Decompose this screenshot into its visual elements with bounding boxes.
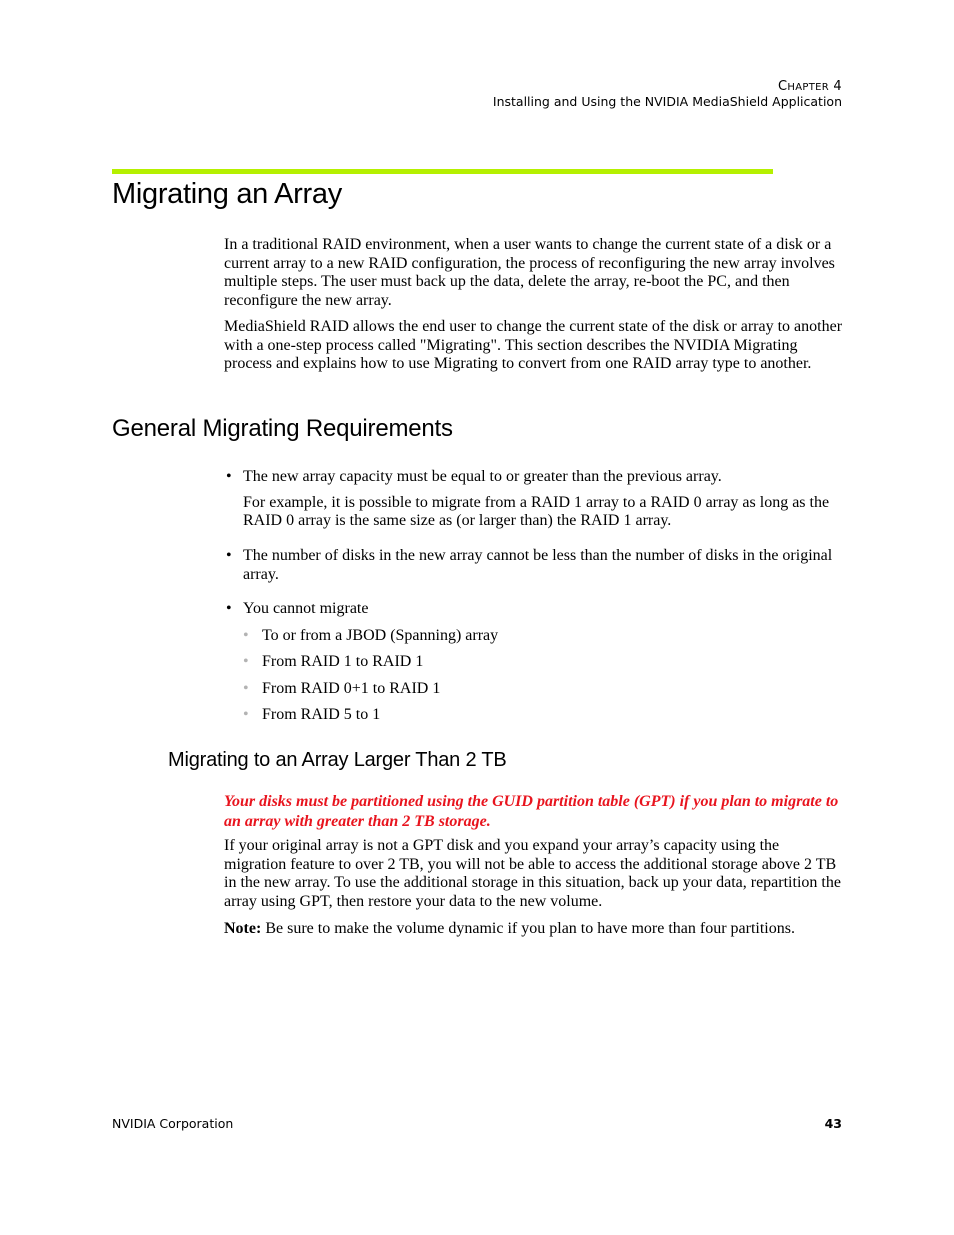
sub-item-text: From RAID 1 to RAID 1 (262, 653, 424, 670)
footer-company: NVIDIA Corporation (112, 1116, 234, 1131)
page-number: 43 (824, 1116, 842, 1131)
bullet-example: For example, it is possible to migrate from a RAID 1 array to a RAID 0 array as long as the RAID 0 array is the same size as (or larger than) the RAID 1 array. (243, 493, 830, 530)
sub-bullet-dot: • (243, 627, 249, 644)
bullet-cannot-migrate (224, 600, 844, 619)
sub-item-text: To or from a JBOD (Spanning) array (262, 627, 499, 644)
gpt-warning: Your disks must be partitioned using the GUID partition table (GPT) if you plan to migrate to an array with greater than 2 TB storage. (224, 793, 839, 830)
bullet-text: The new array capacity must be equal to or greater than the previous array. (243, 468, 722, 485)
note-paragraph (224, 920, 844, 939)
sub-bullet-dot: • (243, 706, 249, 723)
bullet-dot: • (226, 468, 232, 485)
sub-item (243, 653, 843, 672)
sub-item (243, 627, 843, 646)
chapter-number: 4 (833, 79, 842, 94)
intro-paragraph-2: MediaShield RAID allows the end user to change the current state of the disk or array to another with a one-step process called "Migrating". This section describes the NVIDIA Migrating process and explains how to use Migrating to convert from one RAID array type to another. (224, 318, 843, 373)
chapter-word: HAPTER (787, 82, 829, 93)
note-text: Be sure to make the volume dynamic if you plan to have more than four partitions. (261, 920, 795, 937)
sub-item (243, 680, 843, 699)
chapter-label (493, 80, 842, 95)
sub-bullet-dot: • (243, 680, 249, 697)
sub-bullet-dot: • (243, 653, 249, 670)
sub-item (243, 706, 843, 725)
bullet-disk-count (224, 547, 844, 584)
sub-item-text: From RAID 0+1 to RAID 1 (262, 680, 441, 697)
section-heading-requirements: General Migrating Requirements (112, 415, 453, 442)
page-title: Migrating an Array (112, 178, 342, 210)
sub-item-text: From RAID 5 to 1 (262, 706, 381, 723)
subsection-heading-2tb: Migrating to an Array Larger Than 2 TB (168, 749, 507, 771)
running-header (493, 80, 842, 109)
bullet-dot: • (226, 600, 232, 617)
intro-paragraph-1: In a traditional RAID environment, when a user wants to change the current state of a disk or a current array to a new RAID configuration, the process of reconfiguring the new array involves multiple steps. The user must back up the data, delete the array, re-boot the PC, and then reconfigure the new array. (224, 236, 835, 310)
bullet-text: You cannot migrate (243, 600, 369, 617)
body-paragraph-2tb: If your original array is not a GPT disk and you expand your array’s capacity using the migration feature to over 2 TB, you will not be able to access the additional storage above 2 TB in the new array. To use the additional storage in this situation, back up your data, repartition the array using GPT, then restore your data to the new volume. (224, 837, 841, 911)
note-label: Note: (224, 920, 262, 937)
bullet-text: The number of disks in the new array cannot be less than the number of disks in the original array. (243, 547, 833, 583)
chapter-first-letter: C (778, 79, 788, 94)
bullet-dot: • (226, 547, 232, 564)
bullet-capacity (224, 468, 844, 531)
chapter-subtitle: Installing and Using the NVIDIA MediaShield Application (492, 94, 842, 109)
